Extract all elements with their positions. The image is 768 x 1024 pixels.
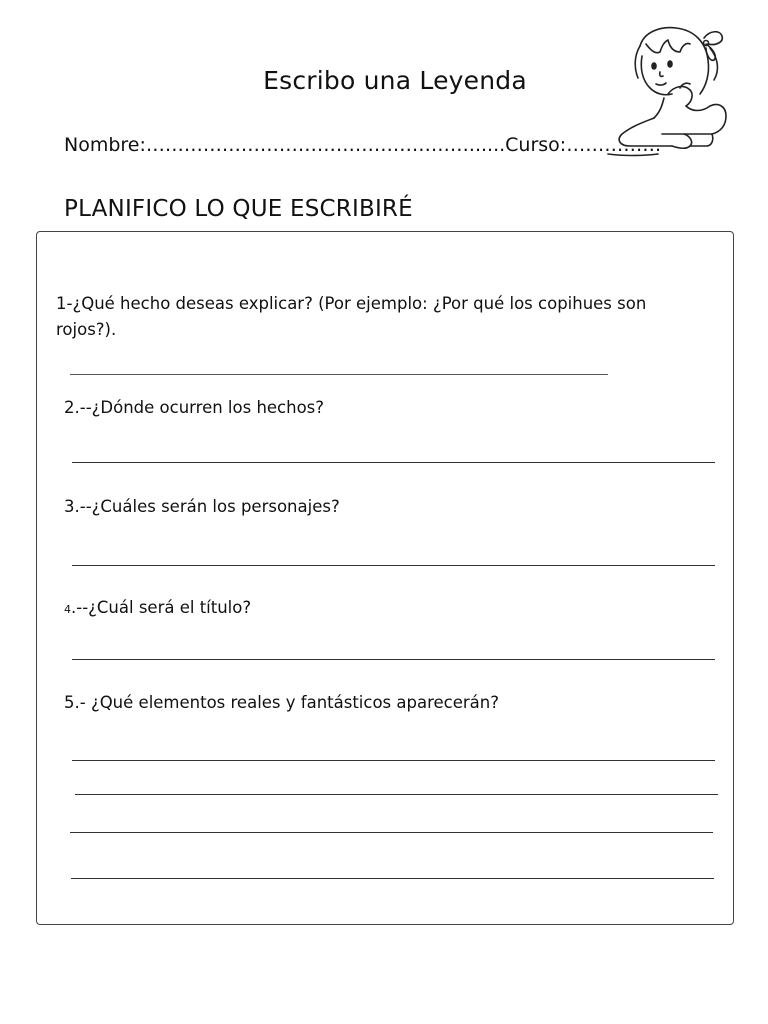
answer-line-5d[interactable] [71, 878, 714, 879]
course-label: Curso: [505, 134, 567, 156]
section-heading: PLANIFICO LO QUE ESCRIBIRÉ [64, 196, 413, 222]
question-1: 1-¿Qué hecho deseas explicar? (Por ejemplo: ¿Por qué los copihues son rojos?). [56, 294, 647, 339]
girl-thinking-icon [602, 22, 732, 160]
worksheet-title: Escribo una Leyenda [263, 66, 527, 95]
answer-line-5c[interactable] [70, 832, 713, 833]
question-2: 2.--¿Dónde ocurren los hechos? [64, 398, 325, 417]
question-5: 5.- ¿Qué elementos reales y fantásticos aparecerán? [64, 693, 500, 712]
question-3: 3.--¿Cuáles serán los personajes? [64, 497, 340, 516]
answer-line-1[interactable] [70, 374, 608, 375]
name-label: Nombre: [64, 134, 146, 156]
question-4-text: .--¿Cuál será el título? [71, 598, 252, 617]
answer-line-5a[interactable] [72, 760, 715, 761]
question-4-number: 4 [64, 603, 71, 616]
name-blank-tail: ...... [468, 134, 506, 156]
answer-line-2[interactable] [72, 462, 715, 463]
name-blank: …………………………………………… [145, 134, 469, 156]
course-blank: …………… [566, 134, 662, 156]
answer-line-5b[interactable] [75, 794, 718, 795]
answer-line-3[interactable] [72, 565, 715, 566]
question-4 [64, 595, 251, 623]
student-info-line [64, 134, 661, 156]
answer-line-4[interactable] [72, 659, 715, 660]
